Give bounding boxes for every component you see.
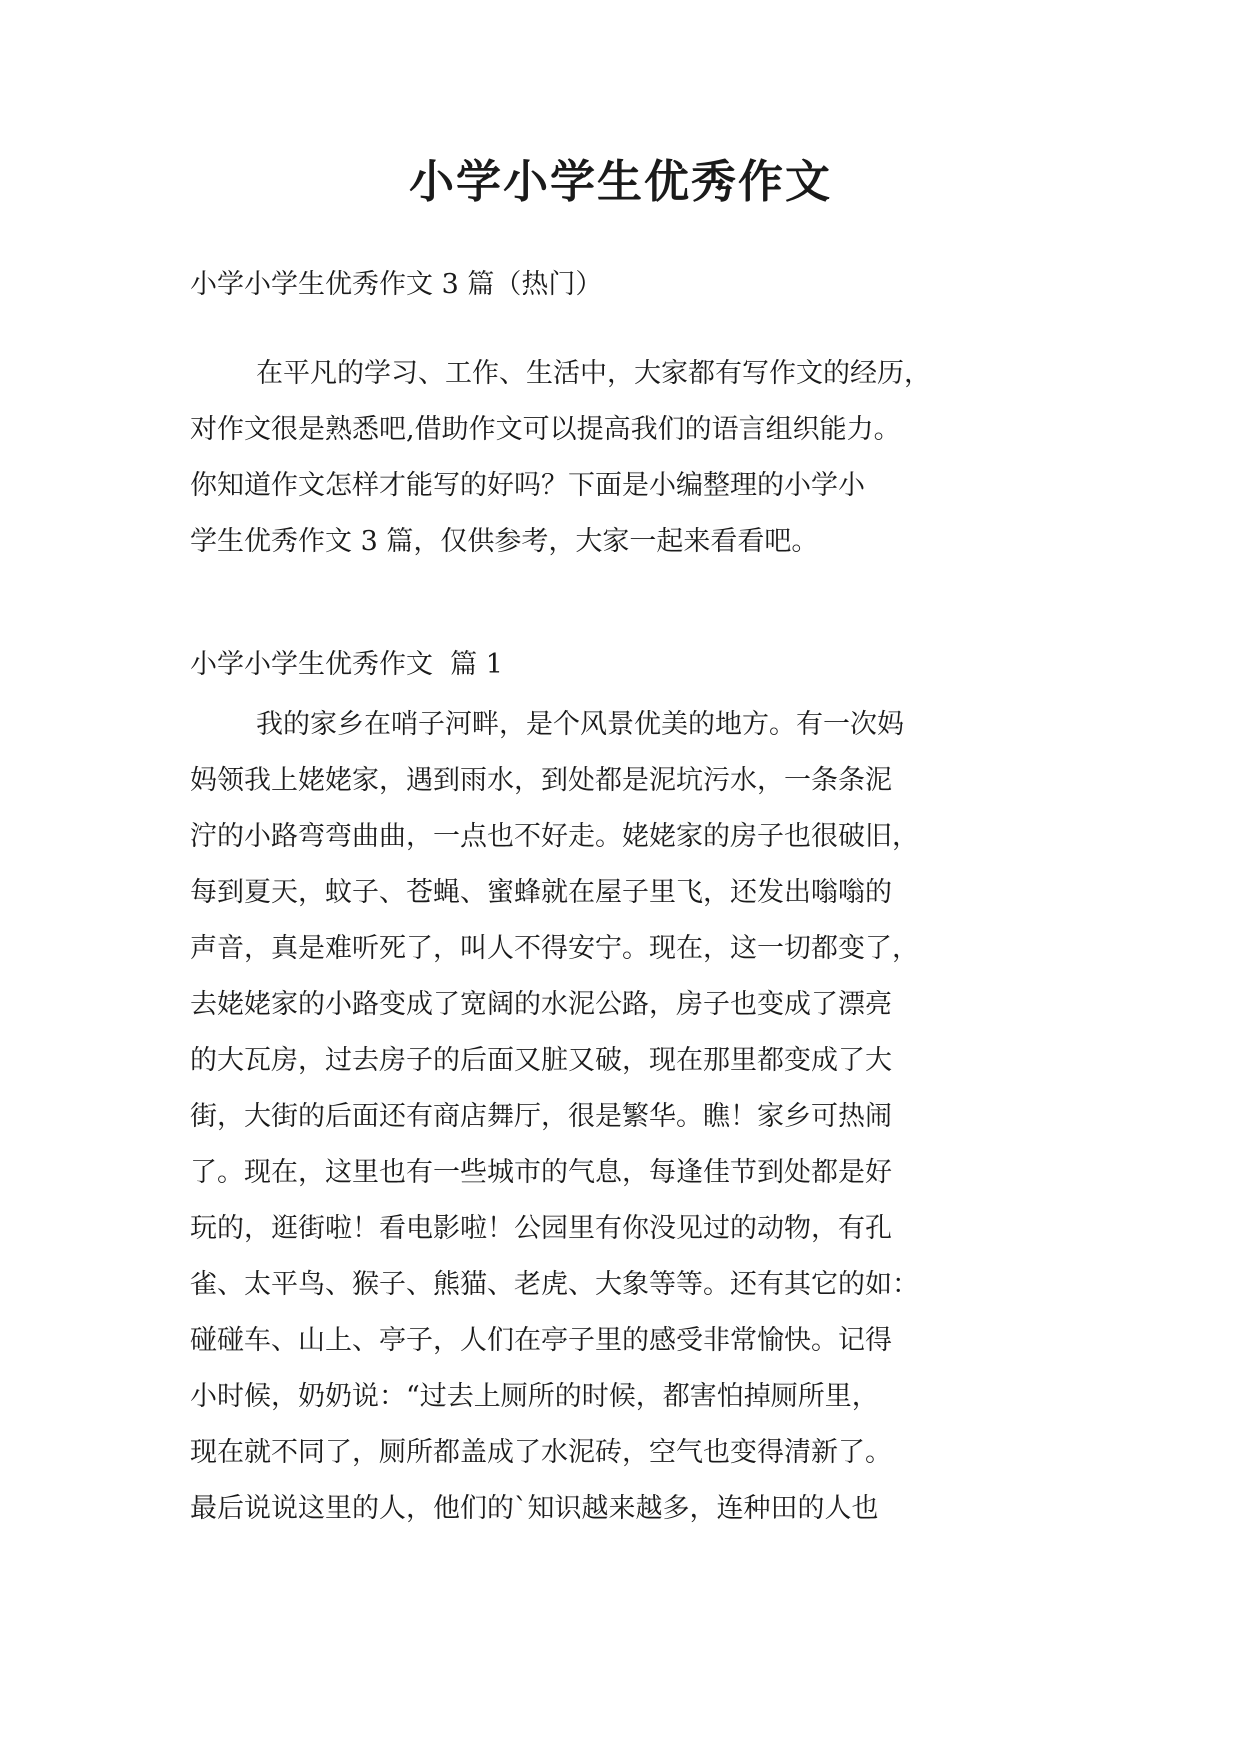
paragraph-line: 小时候，奶奶说：“过去上厕所的时候，都害怕掉厕所里，: [190, 1381, 879, 1412]
paragraph-line: 现在就不同了，厕所都盖成了水泥砖，空气也变得清新了。: [190, 1437, 892, 1468]
paragraph-line: 了。现在，这里也有一些城市的气息，每逢佳节到处都是好: [190, 1157, 892, 1188]
section-heading: 小学小学生优秀作文 篇 1: [190, 649, 503, 680]
paragraph-line: 在平凡的学习、工作、生活中，大家都有写作文的经历，: [256, 358, 931, 389]
paragraph-line: 碰碰车、山上、亭子，人们在亭子里的感受非常愉快。记得: [190, 1325, 892, 1356]
paragraph-line: 最后说说这里的人，他们的`知识越来越多，连种田的人也: [190, 1493, 879, 1524]
paragraph-line: 我的家乡在哨子河畔，是个风景优美的地方。有一次妈: [256, 709, 904, 740]
paragraph-line: 街，大街的后面还有商店舞厅，很是繁华。瞧！家乡可热闹: [190, 1101, 892, 1132]
paragraph-line: 泞的小路弯弯曲曲，一点也不好走。姥姥家的房子也很破旧，: [190, 821, 919, 852]
paragraph-line: 你知道作文怎样才能写的好吗？下面是小编整理的小学小: [190, 470, 865, 501]
section-body: [190, 697, 1070, 1537]
paragraph-line: 声音，真是难听死了，叫人不得安宁。现在，这一切都变了，: [190, 933, 919, 964]
paragraph-line: 雀、太平鸟、猴子、熊猫、老虎、大象等等。还有其它的如：: [190, 1269, 919, 1300]
paragraph-line: 每到夏天，蚊子、苍蝇、蜜蜂就在屋子里飞，还发出嗡嗡的: [190, 877, 892, 908]
paragraph-line: 妈领我上姥姥家，遇到雨水，到处都是泥坑污水，一条条泥: [190, 765, 892, 796]
paragraph-line: 的大瓦房，过去房子的后面又脏又破，现在那里都变成了大: [190, 1045, 892, 1076]
paragraph-line: 去姥姥家的小路变成了宽阔的水泥公路，房子也变成了漂亮: [190, 989, 892, 1020]
paragraph-line: 对作文很是熟悉吧,借助作文可以提高我们的语言组织能力。: [190, 414, 901, 445]
document-subtitle: 小学小学生优秀作文 3 篇（热门）: [190, 269, 603, 300]
document-title: 小学小学生优秀作文: [408, 155, 832, 208]
intro-paragraph: [190, 346, 1070, 570]
paragraph-line: 学生优秀作文 3 篇，仅供参考，大家一起来看看吧。: [190, 526, 819, 557]
paragraph-line: 玩的，逛街啦！看电影啦！公园里有你没见过的动物，有孔: [190, 1213, 892, 1244]
